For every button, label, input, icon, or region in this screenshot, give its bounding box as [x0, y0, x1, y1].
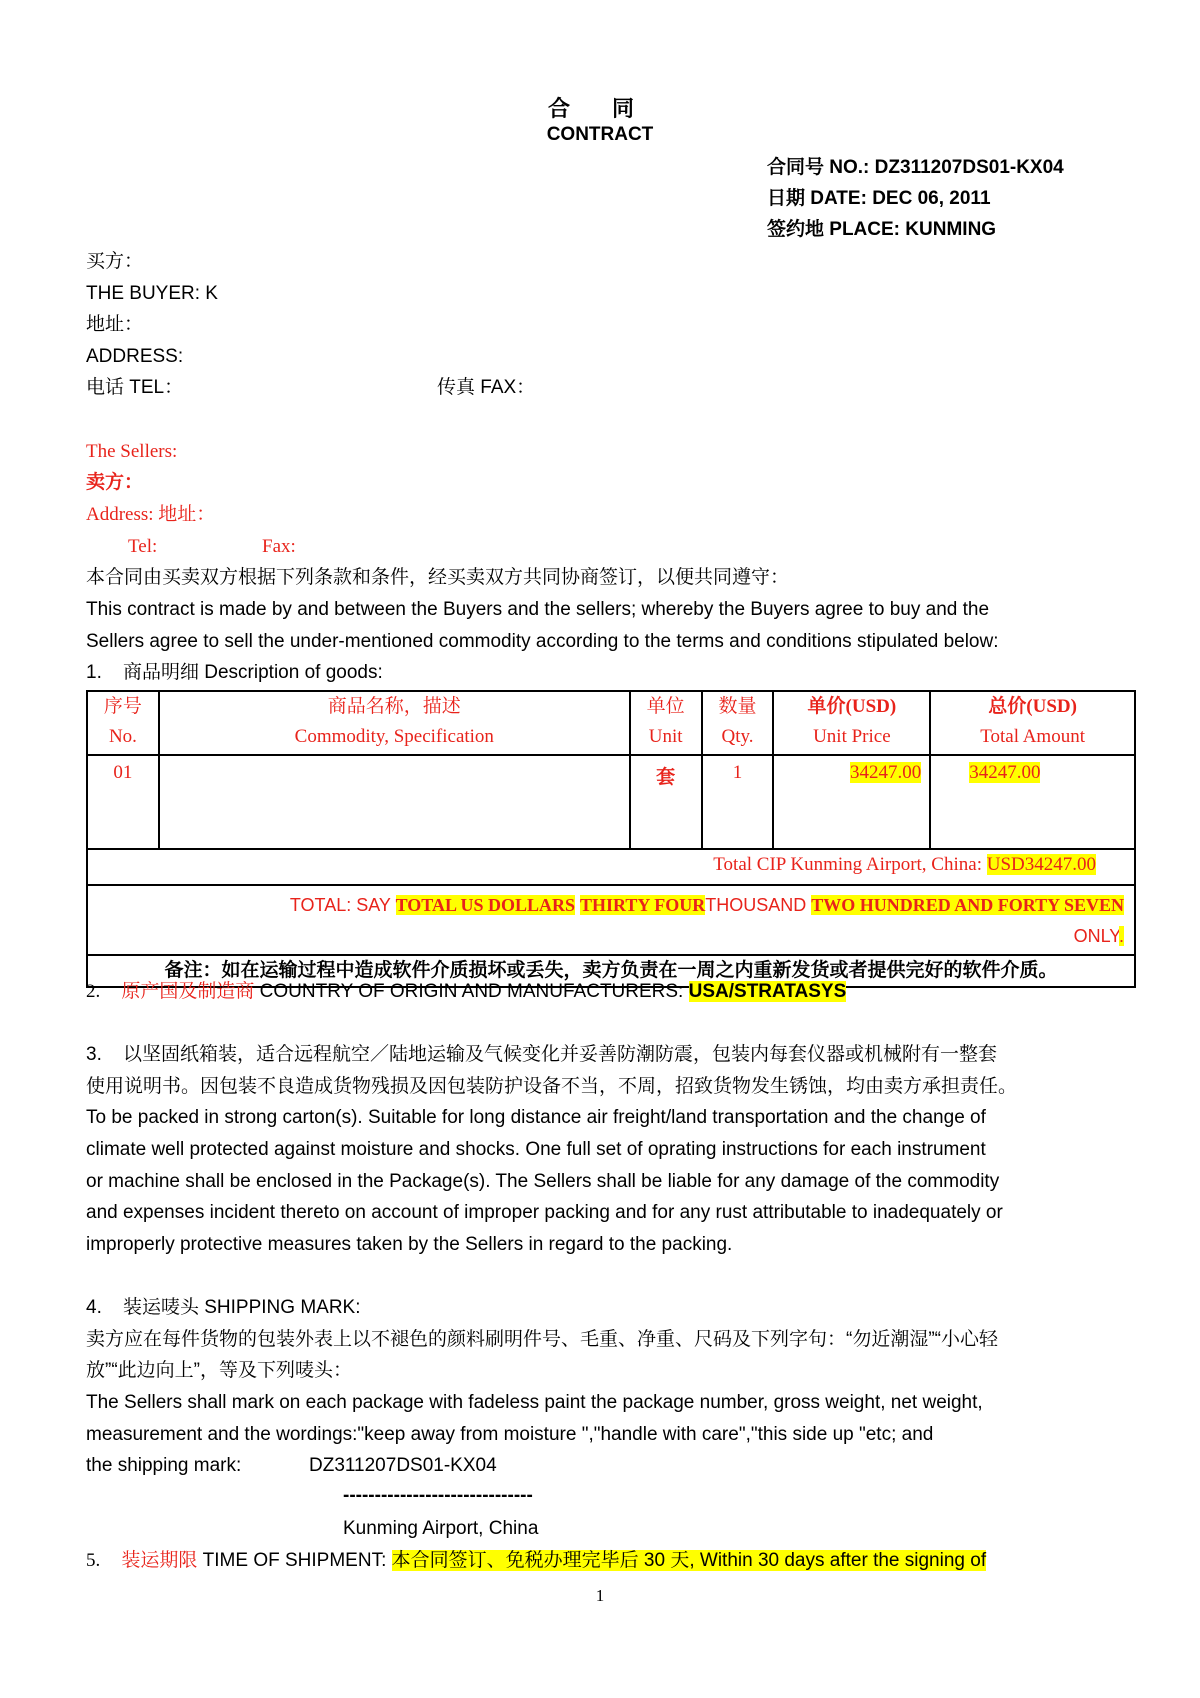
shipping-mark-dashes: ------------------------------	[343, 1485, 533, 1506]
contract-place-value: KUNMING	[905, 219, 997, 240]
section-1-number: 1.	[86, 662, 102, 683]
title-en: CONTRACT	[546, 124, 654, 145]
seller-address: Address: 地址：	[86, 504, 216, 525]
shipping-mark-value: DZ311207DS01-KX04	[309, 1455, 497, 1476]
buyer-label-cn: 买方：	[86, 251, 144, 272]
total-cip-cell	[87, 849, 1135, 885]
section-3-en-line-3: or machine shall be enclosed in the Package(s). The Sellers shall be liable for any damage of the commodity	[86, 1171, 1000, 1192]
section-5-number: 5.	[86, 1550, 101, 1571]
buyer-address-en: ADDRESS:	[86, 346, 184, 367]
section-4-en-line-1: The Sellers shall mark on each package with fadeless paint the package number, gross weight, net weight,	[86, 1392, 983, 1413]
cell-qty: 1	[702, 755, 774, 849]
section-5-title-cn: 装运期限	[121, 1550, 198, 1571]
section-2	[86, 980, 846, 1004]
header-commodity: 商品名称，描述 Commodity, Specification	[159, 691, 630, 755]
section-4-en-line-2: measurement and the wordings:"keep away from moisture ","handle with care","this side up "etc; and	[86, 1424, 934, 1445]
section-4-number: 4.	[86, 1297, 102, 1318]
buyer-fax: 传真 FAX：	[437, 377, 536, 398]
title-cn: 合 同	[547, 96, 653, 121]
total-say-row	[87, 885, 1135, 955]
seller-label-en: The Sellers:	[86, 441, 178, 462]
section-2-title-en: COUNTRY OF ORIGIN AND MANUFACTURERS:	[259, 981, 684, 1002]
section-1-title: 商品明细 Description of goods:	[122, 662, 383, 683]
goods-table	[86, 690, 1136, 988]
shipping-mark-label: the shipping mark:	[86, 1455, 242, 1476]
section-2-title-cn: 原产国及制造商	[121, 981, 255, 1002]
header-unit-price: 单价(USD) Unit Price	[773, 691, 930, 755]
header-qty: 数量 Qty.	[702, 691, 774, 755]
say-part-4: TWO HUNDRED AND FORTY SEVEN	[811, 895, 1124, 915]
section-4-title: 装运唛头 SHIPPING MARK:	[122, 1297, 361, 1318]
total-say-cell	[87, 885, 1135, 955]
buyer-address-cn: 地址：	[86, 314, 144, 335]
contract-number	[767, 156, 1064, 180]
contract-date	[767, 187, 991, 211]
cell-total: 34247.00	[930, 755, 1135, 849]
section-1-heading	[86, 661, 383, 685]
section-5-value: 本合同签订、免税办理完毕后 30 天, Within 30 days after the signing of	[391, 1550, 987, 1571]
intro-en-line-1: This contract is made by and between the Buyers and the sellers; whereby the Buyers agree to buy and the	[86, 599, 990, 620]
contract-number-value: DZ311207DS01-KX04	[874, 157, 1064, 178]
contract-place	[767, 218, 996, 242]
contract-number-label: 合同号 NO.:	[767, 157, 870, 178]
intro-en-line-2: Sellers agree to sell the under-mentioned commodity according to the terms and conditions stipulated below:	[86, 631, 999, 652]
cell-unit: 套	[630, 755, 702, 849]
section-4-cn-line-1: 卖方应在每件货物的包装外表上以不褪色的颜料刷明件号、毛重、净重、尺码及下列字句：“勿近潮湿”“小心轻	[86, 1329, 998, 1350]
say-only: ONLY	[1073, 926, 1119, 946]
intro-cn: 本合同由买卖双方根据下列条款和条件，经买卖双方共同协商签订，以便共同遵守：	[86, 567, 790, 588]
section-3-en-line-4: and expenses incident thereto on account of improper packing and for any rust attributable to inadequately or	[86, 1202, 1003, 1223]
buyer-label-en: THE BUYER: K	[86, 283, 218, 304]
shipping-mark-destination: Kunming Airport, China	[343, 1518, 539, 1539]
seller-label-cn: 卖方：	[86, 472, 144, 493]
note-cell: 备注：如在运输过程中造成软件介质损坏或丢失，卖方负责在一周之内重新发货或者提供完好的软件介质。	[87, 955, 1135, 987]
seller-tel: Tel:	[128, 536, 158, 557]
page-number: 1	[595, 1586, 605, 1605]
section-3-en-line-5: improperly protective measures taken by the Sellers in regard to the packing.	[86, 1234, 733, 1255]
cell-no: 01	[87, 755, 159, 849]
table-row	[87, 755, 1135, 849]
section-3-number: 3.	[86, 1044, 102, 1065]
section-2-value: USA/STRATASYS	[688, 981, 847, 1002]
section-2-number: 2.	[86, 981, 101, 1002]
seller-fax: Fax:	[262, 536, 296, 557]
total-cip-row	[87, 849, 1135, 885]
section-5-title-en: TIME OF SHIPMENT:	[202, 1550, 387, 1571]
contract-date-label: 日期 DATE:	[767, 188, 867, 209]
buyer-tel: 电话 TEL：	[86, 377, 184, 398]
say-part-2: THIRTY FOUR	[580, 895, 706, 915]
total-cip-label: Total CIP Kunming Airport, China:	[713, 854, 982, 875]
say-prefix: TOTAL: SAY	[289, 895, 396, 915]
section-4-cn-line-2: 放”“此边向上”，等及下列唛头：	[86, 1360, 352, 1381]
header-no: 序号 No.	[87, 691, 159, 755]
say-part-3: THOUSAND	[705, 895, 807, 915]
section-5	[86, 1549, 986, 1573]
section-3-en-line-2: climate well protected against moisture and shocks. One full set of oprating instructions for each instrument	[86, 1139, 986, 1160]
section-4-heading	[86, 1296, 361, 1320]
say-part-1: TOTAL US DOLLARS	[395, 895, 575, 915]
contract-date-value: DEC 06, 2011	[872, 188, 991, 209]
contract-place-label: 签约地 PLACE:	[767, 219, 901, 240]
header-unit: 单位 Unit	[630, 691, 702, 755]
section-3-cn-line-2: 使用说明书。因包装不良造成货物残损及因包装防护设备不当，不周，招致货物发生锈蚀，均由卖方承担责任。	[86, 1076, 1018, 1097]
section-3-en-line-1: To be packed in strong carton(s). Suitable for long distance air freight/land transportation and the change of	[86, 1107, 986, 1128]
cell-commodity	[159, 755, 630, 849]
say-dot: .	[1118, 926, 1124, 946]
header-total-amount: 总价(USD) Total Amount	[930, 691, 1135, 755]
section-3-cn-line-1: 3. 以坚固纸箱装，适合远程航空／陆地运输及气候变化并妥善防潮防震，包装内每套仪器或机械附有一整套	[86, 1044, 997, 1065]
goods-table-header	[87, 691, 1135, 755]
total-cip-value: USD34247.00	[986, 854, 1096, 875]
cell-unit-price: 34247.00	[773, 755, 930, 849]
